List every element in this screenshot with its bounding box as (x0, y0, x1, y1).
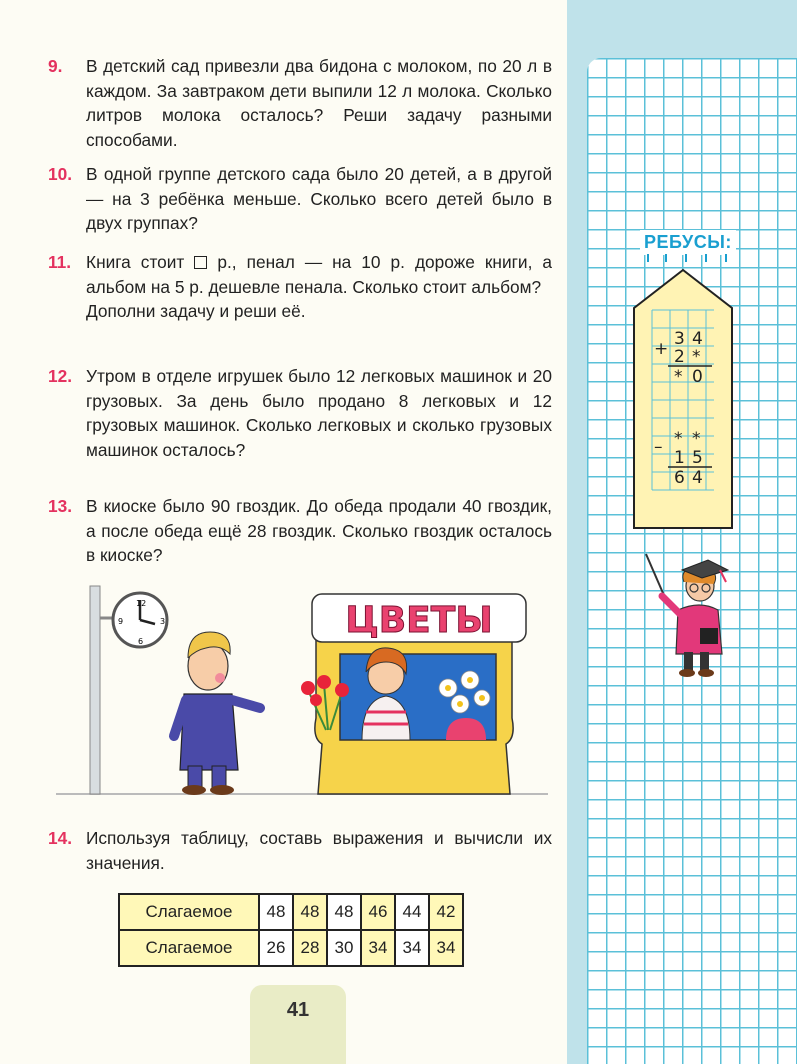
rebus-digit: * (674, 429, 683, 449)
rebus-digit: 0 (692, 367, 703, 387)
problem-12 (48, 364, 552, 462)
table-row-label: Слагаемое (119, 930, 259, 966)
problem-number: 13. (48, 496, 73, 516)
problem-text: В одной группе детского сада было 20 детей, а в другой — на 3 ребёнка меньше. Сколько всего детей было в двух группах? (86, 164, 552, 233)
problem-text: Используя таблицу, составь выражения и вычисли их значения. (86, 828, 552, 873)
table-cell: 34 (429, 930, 463, 966)
rebus-digit: 4 (692, 329, 703, 349)
title-ticks (646, 254, 736, 264)
problem-text-line2: Дополни задачу и реши её. (86, 301, 306, 321)
table-row-label: Слагаемое (119, 894, 259, 930)
rebus-title: РЕБУСЫ: (640, 230, 736, 255)
rebus-digit: 4 (692, 468, 703, 488)
problem-text (86, 250, 552, 324)
problem-number: 9. (48, 56, 63, 76)
table-cell: 46 (361, 894, 395, 930)
problem-10 (48, 162, 552, 236)
table-cell: 44 (395, 894, 429, 930)
rebus-plus-sign: + (654, 339, 669, 359)
teacher-illustration (640, 552, 740, 680)
table-cell: 28 (293, 930, 327, 966)
table-cell: 34 (395, 930, 429, 966)
table-cell: 48 (259, 894, 293, 930)
table-cell: 34 (361, 930, 395, 966)
svg-text:12: 12 (136, 599, 147, 608)
problem-11 (48, 250, 552, 324)
problem-9 (48, 54, 552, 152)
table-cell: 48 (327, 894, 361, 930)
svg-text:3: 3 (160, 617, 166, 626)
problem-text: В детский сад привезли два бидона с молоком, по 20 л в каждом. За завтраком дети выпили 12 л молока. Сколько литров молока осталось? Реши задачу разными способами. (86, 56, 552, 150)
svg-text:9: 9 (118, 617, 124, 626)
rebus-digit: * (692, 347, 701, 367)
problem-number: 14. (48, 828, 73, 848)
addends-table (118, 893, 464, 967)
problem-number: 12. (48, 366, 73, 386)
kiosk-sign: ЦВЕТЫ (345, 600, 493, 641)
problem-number: 10. (48, 164, 73, 184)
rebus-digit: 1 (674, 448, 685, 468)
table-cell: 48 (293, 894, 327, 930)
rebus-digit: 6 (674, 468, 685, 488)
svg-text:6: 6 (138, 637, 144, 646)
table-cell: 26 (259, 930, 293, 966)
rebus-digit: * (692, 429, 701, 449)
rebus-house (632, 268, 734, 530)
problem-text-after: р., пенал — на 10 р. дороже книги, а альбом на 5 р. дешевле пенала. Сколько стоит альбом? (86, 252, 552, 297)
problem-text-before: Книга стоит (86, 252, 185, 272)
problem-14 (48, 826, 552, 875)
rebus-minus-sign: – (654, 437, 663, 457)
rebus-digit: 3 (674, 329, 685, 349)
problem-13 (48, 494, 552, 568)
grid-sidebar (567, 0, 797, 1064)
blank-square-icon (194, 256, 207, 269)
table-cell: 42 (429, 894, 463, 930)
problem-text: Утром в отделе игрушек было 12 легковых машинок и 20 грузовых. За день было продано 8 легковых и 12 грузовых машинок. Сколько легковых и сколько грузовых машинок осталось? (86, 366, 552, 460)
table-row (119, 894, 463, 930)
page-number: 41 (250, 985, 346, 1064)
problem-number: 11. (48, 252, 72, 272)
rebus-digit: 2 (674, 347, 685, 367)
rebus-digit: 5 (692, 448, 703, 468)
flower-kiosk-illustration (56, 580, 548, 802)
table-cell: 30 (327, 930, 361, 966)
rebus-digit: * (674, 367, 683, 387)
problem-text: В киоске было 90 гвоздик. До обеда продали 40 гвоздик, а после обеда ещё 28 гвоздик. Сколько гвоздик осталось в киоске? (86, 496, 552, 565)
table-row (119, 930, 463, 966)
